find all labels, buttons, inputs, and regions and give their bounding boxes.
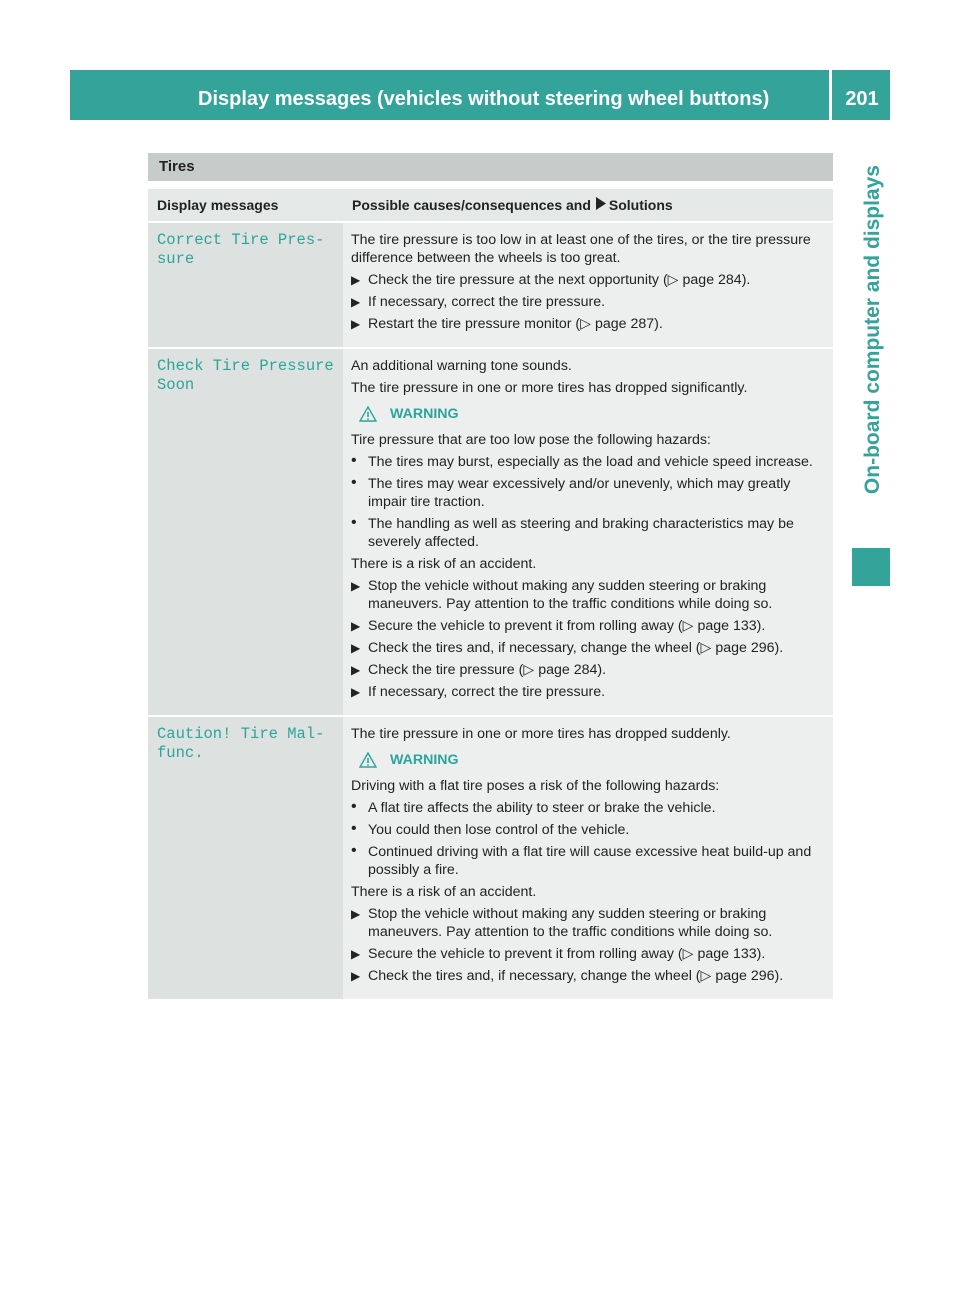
side-tab-marker (852, 548, 890, 586)
table-row (148, 221, 833, 347)
display-message: Correct Tire Pres‐ sure (148, 223, 343, 347)
solution-cell: The tire pressure in one or more tires has dropped suddenly. WARNING Driving with a flat tire poses a risk of the following hazards: • A flat tire affects the ability to steer or brake the vehicle. • You could then lose control of the vehicle. • Continued driving with a flat tire will cause excessive heat build-up and possibly a fire. There is a risk of an accident. ▶ Stop the vehicle without making any sudden steering or braking maneuvers. Pay attention to the traffic conditions while doing so. ▶ Secure the vehicle to prevent it from rolling away (▷ page 133). ▶ Check the tires and, if necessary, change the wheel (▷ page 296). (343, 717, 833, 999)
bullet-item: • You could then lose control of the vehicle. (351, 820, 630, 838)
step-item: ▶ If necessary, correct the tire pressure. (351, 294, 606, 310)
arrow-right-icon: ▶ (351, 685, 361, 699)
table-row (148, 347, 833, 715)
display-message: Caution! Tire Mal‐ func. (148, 717, 343, 999)
step-item: ▶ Stop the vehicle without making any sudden steering or braking maneuvers. Pay attention to the traffic conditions while doing so. (351, 578, 773, 612)
step-item: ▶ If necessary, correct the tire pressure. (351, 684, 606, 700)
warning-heading: WARNING (359, 751, 827, 769)
arrow-right-icon: ▶ (351, 969, 361, 983)
arrow-right-icon: ▶ (351, 619, 361, 633)
tires-table (148, 153, 833, 999)
page-number: 201 (845, 88, 879, 110)
bullet-icon: • (351, 452, 357, 469)
warning-triangle-icon (359, 752, 377, 768)
arrow-right-icon: ▶ (351, 317, 361, 331)
bullet-item: • Continued driving with a flat tire will cause excessive heat build-up and possibly a fire. (351, 842, 812, 878)
display-message: Check Tire Pressure Soon (148, 349, 343, 715)
bullet-item: • A flat tire affects the ability to steer or brake the vehicle. (351, 798, 716, 816)
warning-triangle-icon (359, 406, 377, 422)
bullet-icon: • (351, 798, 357, 815)
column-header-messages: Display messages (157, 197, 279, 213)
step-item: ▶ Check the tire pressure at the next opportunity (▷ page 284). (351, 272, 751, 288)
step-item: ▶ Restart the tire pressure monitor (▷ page 287). (351, 316, 663, 332)
header-divider (829, 70, 832, 120)
bullet-icon: • (351, 820, 357, 837)
step-item: ▶ Stop the vehicle without making any sudden steering or braking maneuvers. Pay attention to the traffic conditions while doing so. (351, 906, 773, 940)
arrow-right-icon: ▶ (351, 663, 361, 677)
bullet-item: • The tires may burst, especially as the load and vehicle speed increase. (351, 452, 813, 470)
arrow-right-icon: ▶ (351, 641, 361, 655)
step-item: ▶ Check the tires and, if necessary, change the wheel (▷ page 296). (351, 640, 784, 656)
arrow-right-icon: ▶ (351, 295, 361, 309)
arrow-right-icon: ▶ (351, 579, 361, 593)
bullet-icon: • (351, 514, 357, 531)
arrow-right-icon: ▶ (351, 273, 361, 287)
step-item: ▶ Secure the vehicle to prevent it from rolling away (▷ page 133). (351, 946, 766, 962)
arrow-right-icon: ▶ (351, 907, 361, 921)
solution-cell: The tire pressure is too low in at least one of the tires, or the tire pressure difference between the wheels is too great. ▶ Check the tire pressure at the next opportunity (▷ page 284). ▶ If necessary, correct the tire pressure. ▶ Restart the tire pressure monitor (▷ page 287). (343, 223, 833, 347)
table-row (148, 715, 833, 999)
page-header-title: Display messages (vehicles without steering wheel buttons) (198, 88, 770, 110)
solution-cell: An additional warning tone sounds. The tire pressure in one or more tires has dropped significantly. WARNING Tire pressure that are too low pose the following hazards: • The tires may burst, especially as the load and vehicle speed increase. • The tires may wear excessively and/or unevenly, which may greatly impair tire traction. • The handling as well as steering and braking characteristics may be severely affected. There is a risk of an accident. ▶ Stop the vehicle without making any sudden steering or braking maneuvers. Pay attention to the traffic conditions while doing so. ▶ Secure the vehicle to prevent it from rolling away (▷ page 133). ▶ Check the tires and, if necessary, change the wheel (▷ page 296). ▶ Check the tire pressure (▷ page 284). ▶ If necessary, correct the tire pressure. (343, 349, 833, 715)
step-item: ▶ Check the tires and, if necessary, change the wheel (▷ page 296). (351, 968, 784, 984)
bullet-icon: • (351, 842, 357, 859)
warning-heading: WARNING (359, 405, 827, 423)
step-item: ▶ Check the tire pressure (▷ page 284). (351, 662, 607, 678)
arrow-right-icon: ▶ (351, 947, 361, 961)
bullet-icon: • (351, 474, 357, 491)
section-title: Tires (148, 153, 833, 181)
bullet-item: • The tires may wear excessively and/or unevenly, which may greatly impair tire traction. (351, 474, 791, 510)
bullet-item: • The handling as well as steering and braking characteristics may be severely affected. (351, 514, 794, 550)
side-tab-label: On-board computer and displays (861, 165, 884, 495)
arrow-right-icon (595, 189, 606, 221)
column-header-solutions: Possible causes/consequences and Solutions (343, 189, 833, 221)
step-item: ▶ Secure the vehicle to prevent it from rolling away (▷ page 133). (351, 618, 766, 634)
table-header (148, 189, 833, 221)
